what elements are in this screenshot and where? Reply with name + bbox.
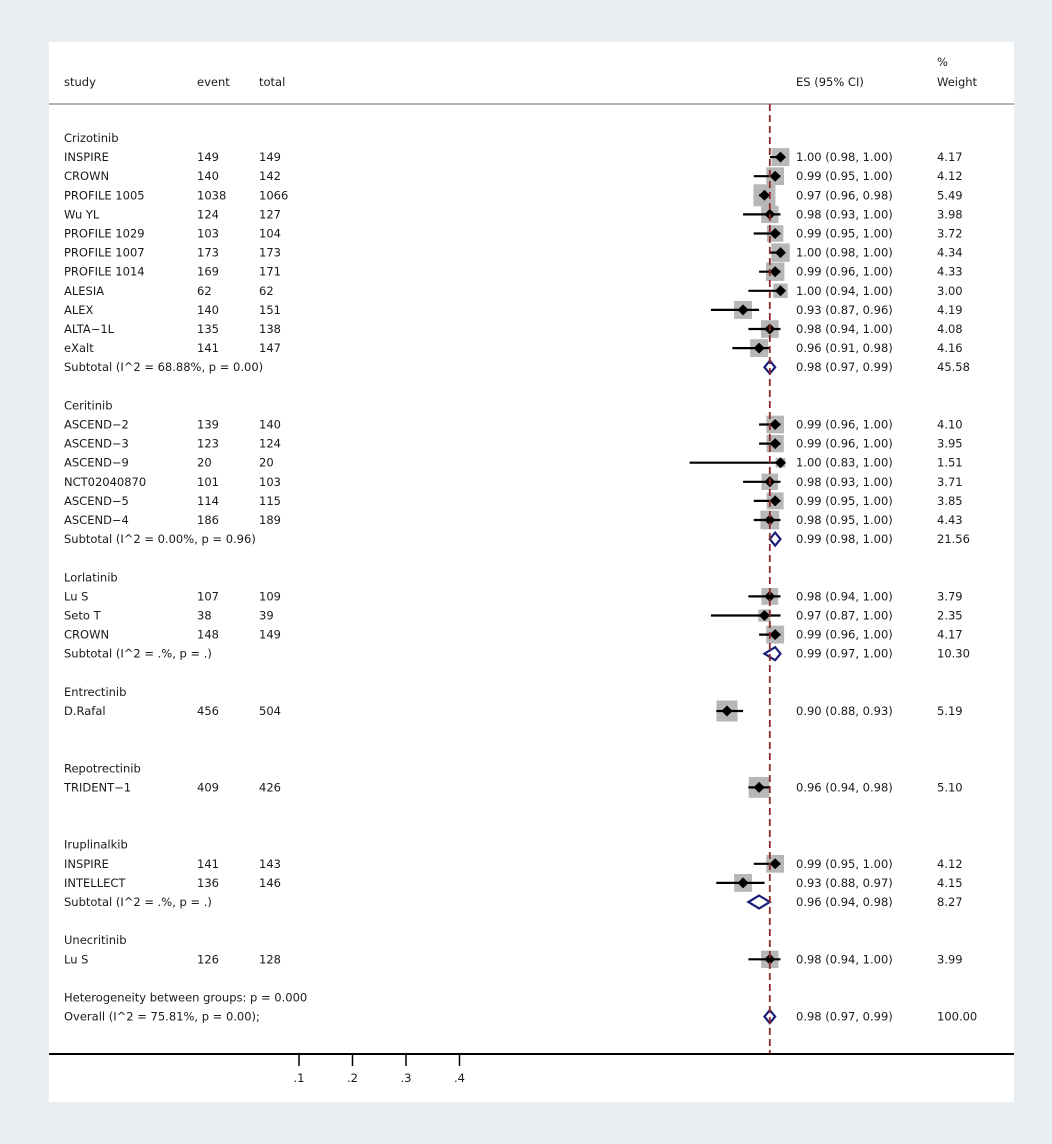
- study-event: 141: [197, 856, 219, 871]
- subtotal-diamond: [764, 647, 780, 660]
- study-label: INSPIRE: [64, 856, 109, 871]
- study-es-ci: 1.00 (0.83, 1.00): [796, 455, 893, 470]
- study-es-ci: 0.99 (0.95, 1.00): [796, 226, 893, 241]
- study-total: 173: [259, 245, 281, 260]
- header-es: ES (95% CI): [796, 75, 864, 89]
- study-weight: 3.99: [937, 952, 963, 967]
- study-total: 151: [259, 302, 281, 317]
- study-event: 409: [197, 780, 219, 795]
- study-total: 128: [259, 952, 281, 967]
- study-weight: 4.12: [937, 856, 963, 871]
- overall-weight: 100.00: [937, 1009, 978, 1024]
- header-total: total: [259, 75, 286, 89]
- study-event: 169: [197, 264, 219, 279]
- study-total: 127: [259, 207, 281, 222]
- subtotal-diamond: [748, 896, 769, 909]
- study-total: 138: [259, 322, 281, 336]
- study-label: INTELLECT: [64, 875, 126, 890]
- study-event: 1038: [197, 188, 227, 203]
- study-es-ci: 0.99 (0.95, 1.00): [796, 856, 893, 871]
- study-es-ci: 0.96 (0.91, 0.98): [796, 341, 893, 356]
- study-weight: 4.34: [937, 245, 963, 260]
- study-event: 124: [197, 207, 219, 222]
- x-tick-label: .2: [347, 1071, 358, 1085]
- study-weight: 4.19: [937, 302, 963, 317]
- study-event: 62: [197, 283, 212, 298]
- study-event: 135: [197, 322, 219, 336]
- subtotal-weight: 45.58: [937, 360, 970, 375]
- x-tick-label: .1: [293, 1071, 305, 1085]
- study-es-ci: 0.98 (0.94, 1.00): [796, 952, 893, 967]
- study-total: 140: [259, 417, 281, 432]
- subtotal-weight: 10.30: [937, 646, 970, 661]
- study-event: 107: [197, 589, 219, 604]
- study-es-ci: 0.98 (0.94, 1.00): [796, 322, 893, 336]
- study-event: 139: [197, 417, 219, 432]
- header-weight: Weight: [937, 75, 978, 89]
- study-es-ci: 0.99 (0.96, 1.00): [796, 417, 893, 432]
- study-label: PROFILE 1029: [64, 226, 145, 241]
- study-es-ci: 0.98 (0.94, 1.00): [796, 589, 893, 604]
- group-label: Iruplinalkib: [64, 837, 128, 852]
- study-total: 171: [259, 264, 281, 279]
- study-label: ALTA−1L: [64, 322, 115, 336]
- study-total: 143: [259, 856, 281, 871]
- study-total: 124: [259, 436, 281, 451]
- study-label: NCT02040870: [64, 474, 147, 489]
- study-total: 504: [259, 704, 281, 718]
- group-label: Unecritinib: [64, 933, 127, 948]
- study-total: 426: [259, 780, 281, 795]
- study-label: ASCEND−2: [64, 417, 129, 432]
- study-es-ci: 0.98 (0.93, 1.00): [796, 207, 893, 222]
- study-event: 20: [197, 455, 212, 470]
- study-event: 141: [197, 341, 219, 356]
- study-label: INSPIRE: [64, 150, 109, 165]
- study-es-ci: 0.97 (0.87, 1.00): [796, 608, 893, 623]
- study-total: 147: [259, 341, 281, 356]
- study-weight: 5.49: [937, 188, 963, 203]
- study-event: 186: [197, 513, 219, 527]
- study-event: 173: [197, 245, 219, 260]
- study-label: Lu S: [64, 952, 89, 967]
- study-label: Lu S: [64, 589, 89, 604]
- study-es-ci: 0.98 (0.95, 1.00): [796, 513, 893, 527]
- study-weight: 3.85: [937, 493, 963, 508]
- study-weight: 4.43: [937, 513, 963, 527]
- study-total: 115: [259, 493, 281, 508]
- study-label: PROFILE 1005: [64, 188, 145, 203]
- study-event: 101: [197, 474, 219, 489]
- group-label: Entrectinib: [64, 684, 127, 699]
- study-label: PROFILE 1014: [64, 264, 145, 279]
- heterogeneity-text: Heterogeneity between groups: p = 0.000: [64, 990, 308, 1005]
- study-total: 146: [259, 875, 281, 890]
- subtotal-es-ci: 0.99 (0.98, 1.00): [796, 532, 893, 547]
- study-label: ASCEND−3: [64, 436, 129, 451]
- study-weight: 3.98: [937, 207, 963, 222]
- study-es-ci: 0.97 (0.96, 0.98): [796, 188, 893, 203]
- study-label: D.Rafal: [64, 704, 106, 718]
- study-weight: 3.79: [937, 589, 963, 604]
- study-weight: 4.15: [937, 875, 963, 890]
- study-es-ci: 0.90 (0.88, 0.93): [796, 704, 893, 718]
- header-study: study: [64, 75, 96, 89]
- group-label: Repotrectinib: [64, 761, 141, 776]
- study-weight: 3.00: [937, 283, 963, 298]
- forest-plot: [49, 42, 1014, 1102]
- x-tick-label: .3: [400, 1071, 412, 1085]
- study-weight: 4.08: [937, 322, 963, 336]
- study-weight: 3.71: [937, 474, 963, 489]
- study-total: 149: [259, 627, 281, 642]
- study-label: ASCEND−4: [64, 513, 129, 527]
- study-weight: 4.33: [937, 264, 963, 279]
- subtotal-label: Subtotal (I^2 = .%, p = .): [64, 895, 212, 909]
- study-event: 140: [197, 302, 219, 317]
- study-total: 103: [259, 474, 281, 489]
- study-weight: 4.17: [937, 150, 963, 165]
- study-event: 148: [197, 627, 219, 642]
- study-es-ci: 1.00 (0.98, 1.00): [796, 150, 893, 165]
- study-total: 20: [259, 455, 274, 470]
- subtotal-es-ci: 0.99 (0.97, 1.00): [796, 646, 893, 661]
- study-event: 114: [197, 493, 219, 508]
- study-weight: 3.95: [937, 436, 963, 451]
- study-es-ci: 1.00 (0.94, 1.00): [796, 283, 893, 298]
- study-event: 456: [197, 704, 219, 718]
- study-label: Seto T: [64, 608, 101, 623]
- study-total: 1066: [259, 188, 289, 203]
- study-label: Wu YL: [64, 207, 100, 222]
- study-label: eXalt: [64, 341, 94, 356]
- overall-es-ci: 0.98 (0.97, 0.99): [796, 1009, 893, 1024]
- study-label: ASCEND−5: [64, 493, 129, 508]
- study-es-ci: 0.99 (0.95, 1.00): [796, 169, 893, 184]
- study-total: 104: [259, 226, 281, 241]
- study-event: 136: [197, 875, 219, 890]
- study-es-ci: 0.93 (0.88, 0.97): [796, 875, 893, 890]
- header-weight-percent: %: [937, 55, 948, 69]
- subtotal-label: Subtotal (I^2 = 0.00%, p = 0.96): [64, 532, 256, 547]
- study-es-ci: 0.99 (0.96, 1.00): [796, 264, 893, 279]
- subtotal-es-ci: 0.96 (0.94, 0.98): [796, 895, 893, 909]
- study-event: 126: [197, 952, 219, 967]
- study-weight: 1.51: [937, 455, 963, 470]
- study-total: 39: [259, 608, 274, 623]
- study-weight: 5.19: [937, 704, 963, 718]
- study-label: ASCEND−9: [64, 455, 129, 470]
- study-label: PROFILE 1007: [64, 245, 145, 260]
- study-weight: 4.17: [937, 627, 963, 642]
- header-event: event: [197, 75, 230, 89]
- study-es-ci: 0.99 (0.95, 1.00): [796, 493, 893, 508]
- study-total: 62: [259, 283, 274, 298]
- study-label: TRIDENT−1: [64, 780, 132, 795]
- subtotal-diamond: [770, 533, 781, 546]
- study-es-ci: 0.99 (0.96, 1.00): [796, 627, 893, 642]
- x-tick-label: .4: [454, 1071, 465, 1085]
- study-total: 142: [259, 169, 281, 184]
- study-label: CROWN: [64, 169, 110, 184]
- study-label: ALESIA: [64, 283, 105, 298]
- study-event: 149: [197, 150, 219, 165]
- study-weight: 4.10: [937, 417, 963, 432]
- subtotal-label: Subtotal (I^2 = .%, p = .): [64, 646, 212, 661]
- study-event: 103: [197, 226, 219, 241]
- study-total: 189: [259, 513, 281, 527]
- study-es-ci: 1.00 (0.98, 1.00): [796, 245, 893, 260]
- study-weight: 2.35: [937, 608, 963, 623]
- study-label: CROWN: [64, 627, 110, 642]
- study-weight: 5.10: [937, 780, 963, 795]
- study-weight: 4.16: [937, 341, 963, 356]
- group-label: Ceritinib: [64, 398, 113, 413]
- subtotal-weight: 21.56: [937, 532, 970, 547]
- study-event: 140: [197, 169, 219, 184]
- study-label: ALEX: [64, 302, 94, 317]
- overall-label: Overall (I^2 = 75.81%, p = 0.00);: [64, 1009, 260, 1024]
- study-event: 38: [197, 608, 212, 623]
- study-total: 109: [259, 589, 281, 604]
- study-es-ci: 0.99 (0.96, 1.00): [796, 436, 893, 451]
- study-event: 123: [197, 436, 219, 451]
- study-es-ci: 0.93 (0.87, 0.96): [796, 302, 893, 317]
- study-total: 149: [259, 150, 281, 165]
- study-weight: 3.72: [937, 226, 963, 241]
- study-es-ci: 0.98 (0.93, 1.00): [796, 474, 893, 489]
- forest-plot-panel: [49, 42, 1014, 1102]
- subtotal-label: Subtotal (I^2 = 68.88%, p = 0.00): [64, 360, 264, 375]
- group-label: Lorlatinib: [64, 570, 118, 585]
- study-es-ci: 0.96 (0.94, 0.98): [796, 780, 893, 795]
- subtotal-weight: 8.27: [937, 895, 963, 909]
- subtotal-es-ci: 0.98 (0.97, 0.99): [796, 360, 893, 375]
- study-weight: 4.12: [937, 169, 963, 184]
- group-label: Crizotinib: [64, 131, 119, 145]
